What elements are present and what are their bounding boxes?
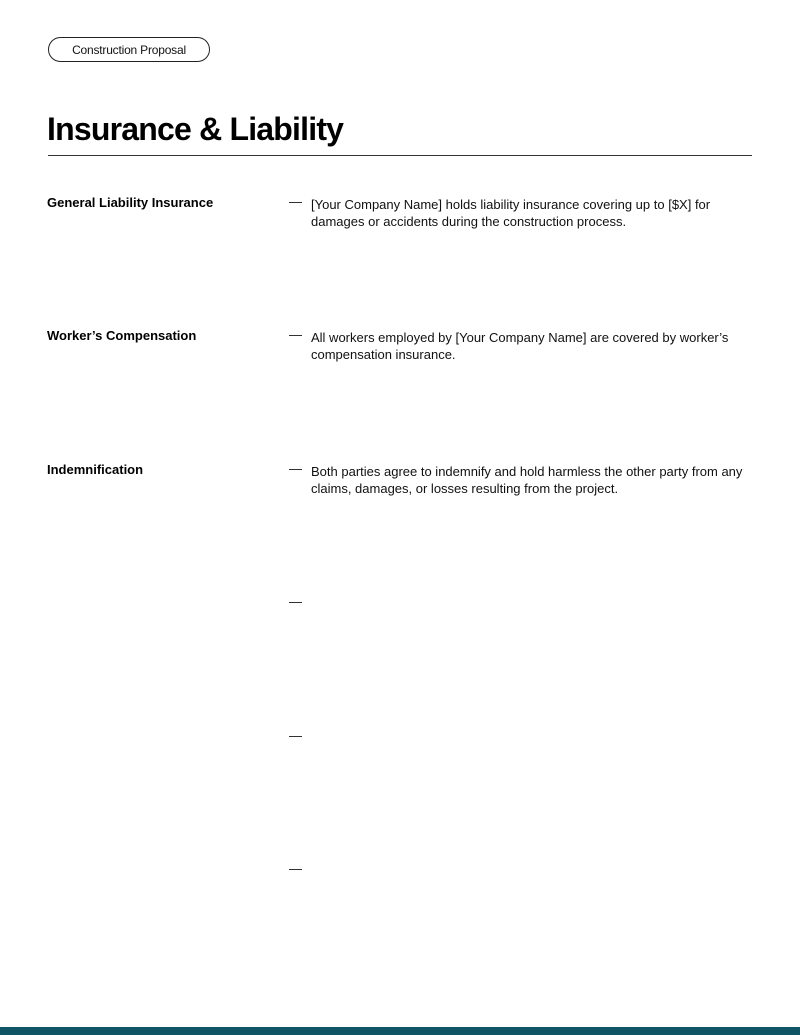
dash-marker: — — [289, 461, 302, 476]
dash-marker: — — [289, 327, 302, 342]
dash-marker: — — [289, 861, 302, 876]
section-label: Indemnification — [47, 462, 144, 477]
section-label: General Liability Insurance — [47, 195, 214, 210]
dash-marker: — — [289, 194, 302, 209]
page-title: Insurance & Liability — [47, 111, 344, 147]
section-text: [Your Company Name] holds liability insurance covering up to [$X] for damages or accidents during the construction process. — [311, 197, 711, 229]
title-divider — [48, 155, 752, 156]
dash-marker: — — [289, 728, 302, 743]
document-tag — [48, 37, 210, 62]
document-tag-label: Construction Proposal — [72, 42, 186, 57]
footer-bar — [0, 1027, 800, 1035]
section-label: Worker’s Compensation — [47, 328, 197, 343]
dash-marker: — — [289, 594, 302, 609]
section-text: Both parties agree to indemnify and hold harmless the other party from any claims, damages, or losses resulting from the project. — [311, 464, 743, 496]
section-text: All workers employed by [Your Company Name] are covered by worker’s compensation insurance. — [311, 330, 729, 362]
